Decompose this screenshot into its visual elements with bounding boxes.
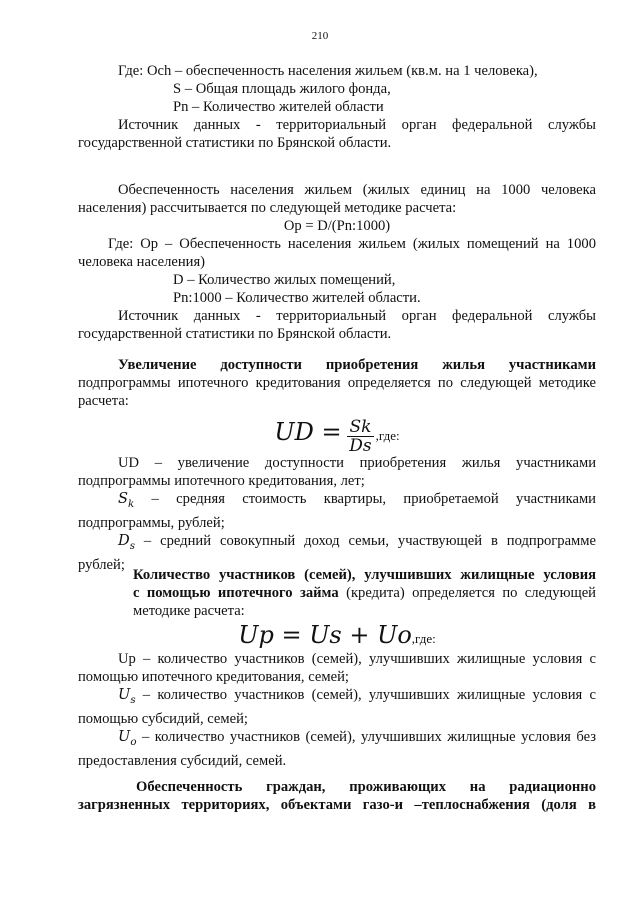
ud-def-2a: $S_k$ – средняя стоимость квартиры, приобретаемой участниками [118,490,596,510]
op-formula: Op = D/(Pn:1000) [283,218,391,234]
up-formula-where: ,где: [411,631,436,646]
ud-formula-lhs: UD = [274,418,342,446]
op-intro-1: Обеспеченность населения жильем (жилых единиц на 1000 человека [118,182,596,198]
source-line-2: государственной статистики по Брянской области. [78,135,392,151]
block-och-definitions [78,62,596,152]
ud-intro-3: расчета: [78,393,129,409]
op-source-1: Источник данных - территориальный орган федеральной службы [118,308,596,324]
up-heading-1: Количество участников (семей), улучшивших жилищные условия [133,567,596,583]
ud-heading: Увеличение доступности приобретения жилья участниками [118,357,596,373]
ud-def-3a: $D_s$ – средний совокупный доход семьи, участвующей в подпрограмме [118,531,596,552]
up-def-1b: помощью ипотечного кредитования, семей; [78,669,349,685]
ud-formula [78,410,596,457]
up-def-3b: предоставления субсидий, семей. [78,752,287,769]
up-def-2b: помощью субсидий, семей; [78,710,248,727]
op-source-2: государственной статистики по Брянской области. [78,326,392,342]
up-formula-expression: Up = Us + Uo [238,621,412,649]
ud-formula-fraction [347,418,373,455]
ud-def-2b: подпрограммы, рублей; [78,514,225,531]
block-op-method [78,181,596,343]
ud-formula-denominator: Ds [349,436,372,457]
op-def-2: человека населения) [78,254,206,270]
def-s: S – Общая площадь жилого фонда, [173,81,391,97]
op-def-d: D – Количество жилых помещений, [173,272,396,288]
block-up-method [78,566,596,770]
def-och: Где: Och – обеспеченность населения жильем (кв.м. на 1 человека), [118,63,538,79]
up-intro-3: методике расчета: [133,603,245,619]
def-pn: Pn – Количество жителей области [173,99,384,115]
block-ud-method [78,356,596,574]
up-formula [78,620,596,650]
up-heading-2: с помощью ипотечного займа (кредита) определяется по следующей [133,585,596,601]
up-def-2a: $U_s$ – количество участников (семей), улучшивших жилищные условия с [118,686,596,706]
ud-formula-numerator: Sk [347,418,373,437]
op-intro-2: населения) рассчитывается по следующей методике расчета: [78,200,457,216]
ud-def-3b: рублей; [78,556,125,573]
page-number: 210 [311,30,329,42]
source-line-1: Источник данных - территориальный орган федеральной службы [118,117,596,133]
ud-intro-2: подпрограммы ипотечного кредитования определяется по следующей методике [78,375,596,391]
radiation-heading-1: Обеспеченность граждан, проживающих на радиационно [136,779,596,795]
up-def-3a: $U_o$ – количество участников (семей), улучшивших жилищные условия без [118,727,596,748]
op-def-pn: Pn:1000 – Количество жителей области. [173,290,421,306]
block-radiation-heading [78,778,596,814]
radiation-heading-2: загрязненных территориях, объектами газо-и –теплоснабжения (доля в [78,797,596,813]
ud-def-1a: UD – увеличение доступности приобретения жилья участниками [118,455,596,471]
op-def-1: Где: Op – Обеспеченность населения жильем (жилых помещений на 1000 [108,236,596,252]
ud-def-1b: подпрограммы ипотечного кредитования, лет; [78,473,365,489]
up-def-1a: Up – количество участников (семей), улучшивших жилищные условия с [118,651,596,667]
ud-formula-where: ,где: [375,428,400,443]
